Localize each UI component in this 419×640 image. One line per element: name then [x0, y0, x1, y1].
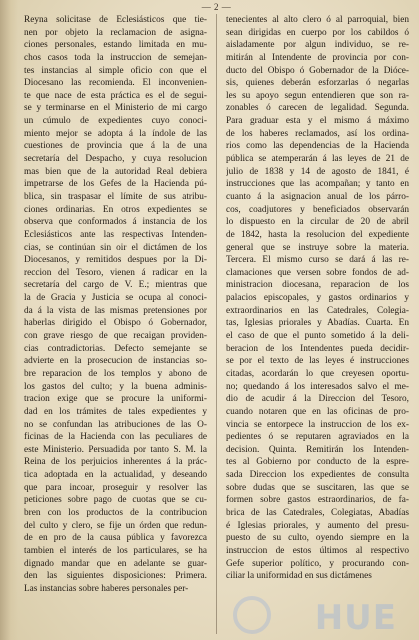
text-line: del culto y clero, se fije un órden que redun- — [24, 520, 207, 531]
text-line: advierte en la prosecucion de instancias so- — [24, 356, 207, 367]
text-line: clamaciones que versen sobre fondos de ad- — [226, 267, 409, 278]
text-line: sada Direccion los expedientes de consulta — [226, 470, 409, 481]
text-line: de 1842, hasta la resolucion del expediente — [226, 229, 409, 240]
text-line: aisladamente por algun individuo, se re- — [226, 40, 409, 51]
text-line: no se confundan las atribuciones de las O- — [24, 419, 207, 430]
text-line: é Iglesias priorales, y aumento del presu- — [226, 520, 409, 531]
text-line: secretaría del Despacho, y cuya resolucion — [24, 154, 207, 165]
text-line: Diocesano las recomienda. El inconvenien- — [24, 78, 207, 89]
text-line: secretaría del cargo de V. E.; mientras que — [24, 280, 207, 291]
text-line: decision. Quinta. Remitirán los Intenden- — [226, 444, 409, 455]
text-line: Tercera. El mismo curso se dará á las re- — [226, 255, 409, 266]
text-line: instruccion de estos últimos al respectivo — [226, 545, 409, 556]
text-line: brica de las Catedrales, Colegiatas, Abadías — [226, 507, 409, 518]
text-line: mas bien que de la autoridad Real debiera — [24, 166, 207, 177]
text-line: ministracion diocesana, reparacion de los — [226, 280, 409, 291]
text-line: tica adoptada en la actualidad, y deseando — [24, 470, 207, 481]
text-line: zonables ó carecen de legalidad. Segunda. — [226, 103, 409, 114]
text-line: no; quedando á los interesados salvo el me- — [226, 381, 409, 392]
text-line: extraordinarios en las Catedrales, Colegia- — [226, 305, 409, 316]
text-line: el caso de que el punto sometido á la deli- — [226, 331, 409, 342]
text-line: ciones ordinarias. En otros expedientes se — [24, 204, 207, 215]
text-line: les su apoyo segun entendieren que son ra- — [226, 90, 409, 101]
text-line: impetrarse de los Gefes de la Hacienda pú- — [24, 179, 207, 190]
text-line: blica, sin traspasar el límite de sus atribu- — [24, 191, 207, 202]
text-line: bre reparacion de los templos y abono de — [24, 368, 207, 379]
text-line: te que nace de esta práctica es el de segui- — [24, 90, 207, 101]
text-line: Eclesiásticos ante las respectivas Intenden- — [24, 229, 207, 240]
text-line: bren con los productos de la contribucion — [24, 507, 207, 518]
text-line: Gefe superior político, y procurando con- — [226, 558, 409, 569]
text-line: formen sobre gastos estraordinarios, de fa- — [226, 495, 409, 506]
text-line: cuestiones de provincia que á la de una — [24, 141, 207, 152]
text-line: Reyna solicitase de Eclesiásticos que tie- — [24, 15, 207, 25]
text-line: dio de acudir á la Direccion del Tesoro, — [226, 394, 409, 405]
text-line: tes instancias al simple oficio con que el — [24, 65, 207, 76]
text-line: lo dispuesto en la circular de 20 de abril — [226, 217, 409, 228]
text-line: la de Gracia y Justicia se ocupa al conoci- — [24, 293, 207, 304]
text-line: vincia se entorpece la instruccion de los ex- — [226, 419, 409, 430]
text-line: cias, se continúan sin oir el dictámen de los — [24, 242, 207, 253]
text-line: con grave riesgo de que recaigan providen- — [24, 331, 207, 342]
text-line: tambien el interés de los particulares, se ha — [24, 545, 207, 556]
text-line: rios como las dependencias de la Hacienda — [226, 141, 409, 152]
right-column — [226, 14, 409, 634]
text-line: citadas, acordarán lo que creyesen oportu- — [226, 368, 409, 379]
text-line: nen por objeto la reclamacion de asigna- — [24, 27, 207, 38]
text-line: se y terminarse en el Ministerio de mi cargo — [24, 103, 207, 114]
text-line: ciliar la uniformidad en sus dictámenes — [226, 571, 372, 582]
text-line: julio de 1838 y 14 de agosto de 1841, é — [226, 166, 409, 177]
text-line: los gastos del culto; y la buena adminis- — [24, 381, 207, 392]
text-line: da á la vista de las mismas pretensiones por — [24, 305, 207, 316]
text-columns — [24, 14, 409, 634]
text-line: puesto de su culto, oyendo siempre en la — [226, 533, 409, 544]
text-line: miento mejor se adopta á la índole de las — [24, 128, 207, 139]
text-line: haberlas dirigido el Obispo ó Gobernador, — [24, 318, 207, 329]
text-line: cias contradictorias. Defecto semejante se — [24, 343, 207, 354]
text-line: palacios episcopales, y gastos ordinarios y — [226, 293, 409, 304]
text-line: Las instancias sobre haberes personales per- — [24, 583, 189, 594]
text-line: ciones personales, estando limitada en mu- — [24, 40, 207, 51]
text-line: general que se instruye sobre la materia. — [226, 242, 409, 253]
text-line: mitirán al Intendente de provincia por con- — [226, 52, 409, 63]
page-number: — 2 — — [201, 2, 232, 12]
text-line: tenecientes al alto clero ó al parroquial, bien — [226, 15, 409, 25]
text-line: sobre dudas que se suscitaren, las que se — [226, 482, 409, 493]
text-line: sis, quienes deberán esforzarlas ó negarlas — [226, 78, 409, 89]
text-line: Reina de los perjuicios inherentes á la prác- — [24, 457, 207, 468]
text-line: un cúmulo de expedientes cuyo conoci- — [24, 116, 207, 127]
text-line: tracion exige que se procure la uniformi- — [24, 394, 207, 405]
text-line: peticiones sobre pago de cuotas que se cu- — [24, 495, 207, 506]
text-line: ducto del Obispo ó Gobernador de la Dióce- — [226, 65, 409, 76]
column-divider — [216, 14, 217, 634]
text-line: dignado mandar que en adelante se guar- — [24, 558, 207, 569]
text-line: se por el texto de las leyes é instrucciones — [226, 356, 409, 367]
text-line: tas, Iglesias priorales y Abadías. Cuarta. En — [226, 318, 409, 329]
text-line: ficinas de la Hacienda con las peculiares de — [24, 432, 207, 443]
text-line: que para incoar, proseguir y resolver las — [24, 482, 207, 493]
text-line: de los haberes reclamados, así los ordina- — [226, 128, 409, 139]
text-line: tes al Gobierno por conducto de la espre- — [226, 457, 409, 468]
text-line: cuando notaren que en las oficinas de pro- — [226, 406, 409, 417]
text-line: reccion del Tesoro, vienen á radicar en la — [24, 267, 207, 278]
text-line: pedientes ó se reputaren agraviados en la — [226, 432, 409, 443]
text-line: den las siguientes disposiciones: Primera. — [24, 571, 207, 582]
text-line: de en pro de la causa pública y favorezca — [24, 533, 207, 544]
text-line: beracion de los Intendentes pueda decidir- — [226, 343, 409, 354]
left-column — [24, 14, 207, 634]
text-line: cuanto á la asignacion anual de los párro- — [226, 191, 409, 202]
text-line: Para graduar esta y el mismo á máximo — [226, 116, 409, 127]
text-line: este Ministerio. Persuadida por tanto S. M. la — [24, 444, 207, 455]
text-line: Diocesanos, y remitidos despues por la Di- — [24, 255, 207, 266]
watermark-text: HUE — [314, 598, 397, 638]
text-line: sean dirigidas en cuerpo por los cabildos ó — [226, 27, 409, 38]
text-line: instrucciones que las acompañan; y tanto en — [226, 179, 409, 190]
text-line: dad en los trámites de tales expedientes y — [24, 406, 207, 417]
text-line: cos, coadjutores y beneficiados observarán — [226, 204, 409, 215]
text-line: pública se atemperarán á las leyes de 21 de — [226, 154, 409, 165]
text-line: chos casos toda la instruccion de semejan- — [24, 52, 207, 63]
text-line: observa que conformados á instancia de los — [24, 217, 207, 228]
